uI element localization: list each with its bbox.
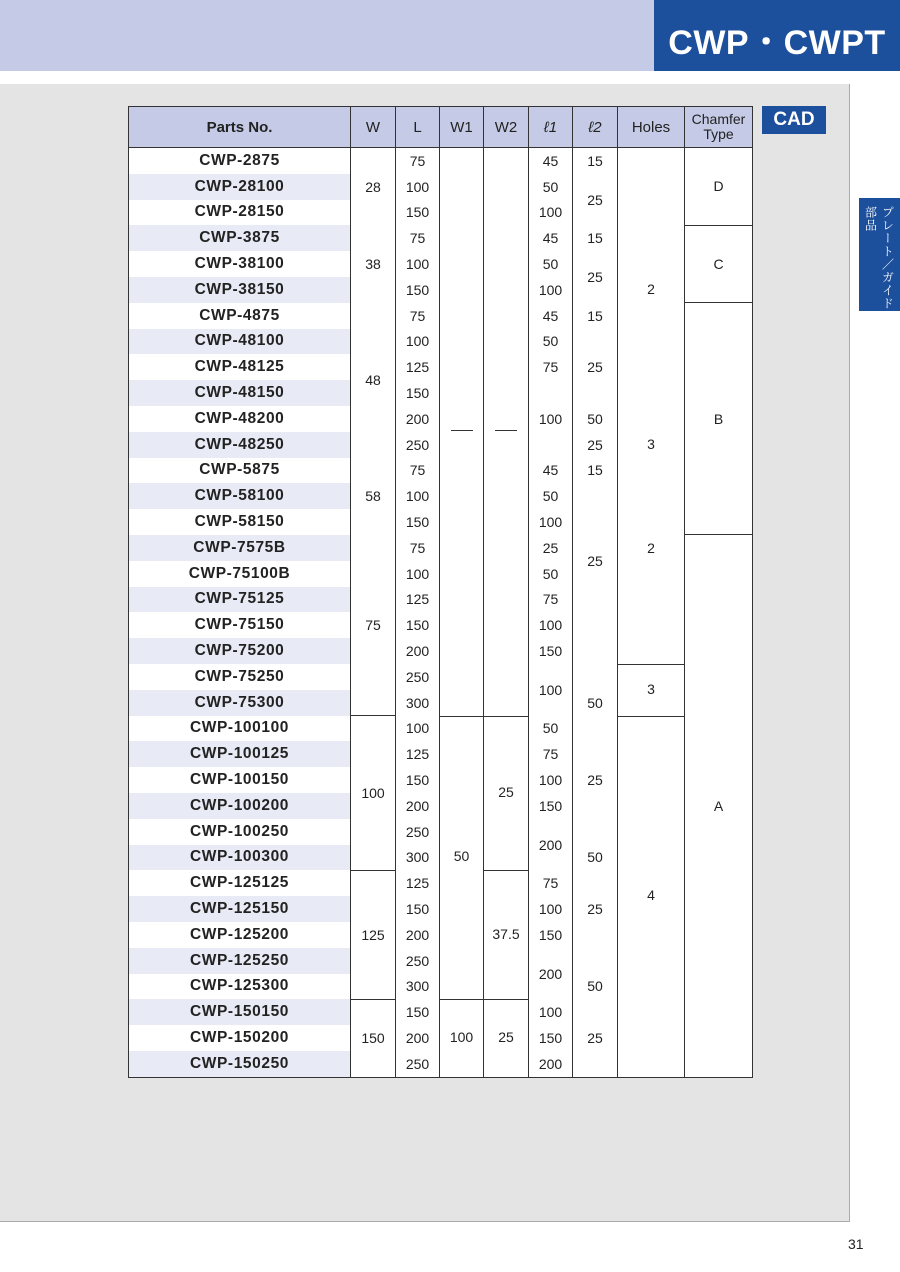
l-cell: 150 [396,612,440,638]
l-cell: 250 [396,432,440,458]
part-number: CWP-3875 [129,225,351,251]
part-number: CWP-100100 [129,716,351,742]
chamfer-cell: D [685,148,753,226]
l2-cell: 25 [573,354,618,380]
l-cell: 150 [396,896,440,922]
l1-cell: 100 [529,664,573,716]
part-number: CWP-125200 [129,922,351,948]
l1-cell: 50 [529,716,573,742]
l2-cell: 15 [573,225,618,251]
l1-cell: 45 [529,458,573,484]
part-number: CWP-48250 [129,432,351,458]
l-cell: 75 [396,303,440,329]
l1-cell [529,432,573,458]
l-cell: 200 [396,406,440,432]
w-cell: 38 [351,225,396,302]
l2-cell [573,587,618,613]
part-number: CWP-75200 [129,638,351,664]
l1-cell: 200 [529,1051,573,1077]
l-cell: 125 [396,587,440,613]
header-w1: W1 [440,107,484,148]
l1-cell: 50 [529,174,573,200]
w-cell: 48 [351,303,396,458]
part-number: CWP-38150 [129,277,351,303]
w2-divider [484,716,529,717]
l2-cell: 50 [573,690,618,716]
w1-cell: 100 [449,1028,474,1045]
part-number: CWP-58100 [129,483,351,509]
l-cell: 200 [396,922,440,948]
l1-cell: 100 [529,999,573,1025]
part-number: CWP-48100 [129,329,351,355]
cad-badge[interactable]: CAD [762,106,826,134]
w1-column [440,148,484,1078]
l-cell: 100 [396,251,440,277]
part-number: CWP-48125 [129,354,351,380]
l-cell: 150 [396,200,440,226]
l-cell: 150 [396,277,440,303]
l-cell: 75 [396,458,440,484]
w1-divider [440,999,484,1000]
l2-cell: 50 [573,974,618,1000]
l2-cell [573,948,618,974]
l2-cell [573,612,618,638]
l1-cell: 150 [529,638,573,664]
l1-cell: 75 [529,870,573,896]
chamfer-cell: C [685,225,753,302]
l1-cell: 25 [529,535,573,561]
l-cell: 250 [396,948,440,974]
part-number: CWP-125300 [129,974,351,1000]
l-cell: 100 [396,329,440,355]
part-number: CWP-100150 [129,767,351,793]
part-number: CWP-125250 [129,948,351,974]
part-number: CWP-75150 [129,612,351,638]
l1-cell: 100 [529,277,573,303]
w-cell: 75 [351,535,396,716]
part-number: CWP-28100 [129,174,351,200]
chamfer-cell: A [685,535,753,1077]
section-tab[interactable] [859,198,900,311]
l1-cell: 45 [529,303,573,329]
header-w: W [351,107,396,148]
holes-cell: 2 [647,539,655,556]
holes-cell: 3 [647,680,655,697]
w1-divider [440,716,484,717]
l2-cell [573,638,618,664]
table-header-row [129,107,753,148]
l-cell: 100 [396,561,440,587]
part-number: CWP-4875 [129,303,351,329]
w-cell: 100 [351,716,396,871]
l-cell: 100 [396,174,440,200]
part-number: CWP-100250 [129,819,351,845]
l-cell: 150 [396,999,440,1025]
table-row [129,148,753,174]
l2-cell [573,716,618,742]
part-number: CWP-48150 [129,380,351,406]
l1-cell: 50 [529,483,573,509]
l2-cell [573,999,618,1025]
l1-cell: 150 [529,1025,573,1051]
w-cell: 28 [351,148,396,226]
l1-cell: 150 [529,922,573,948]
l2-cell: 25 [573,432,618,458]
l-cell: 150 [396,767,440,793]
part-number: CWP-100200 [129,793,351,819]
l-cell: 75 [396,535,440,561]
l-cell: 250 [396,1051,440,1077]
l1-cell: 45 [529,148,573,174]
l1-cell: 50 [529,561,573,587]
header-band [0,0,654,71]
l1-cell: 100 [529,767,573,793]
l-cell: 250 [396,664,440,690]
l2-cell: 25 [573,251,618,303]
l2-cell: 25 [573,1025,618,1051]
l1-cell: 200 [529,819,573,871]
l-cell: 125 [396,870,440,896]
w2-divider [484,870,529,871]
l-cell: 125 [396,354,440,380]
l2-cell: 15 [573,148,618,174]
chamfer-cell: B [685,303,753,535]
l2-cell: 50 [573,406,618,432]
part-number: CWP-2875 [129,148,351,174]
l-cell: 100 [396,716,440,742]
w1-cell: 50 [453,848,470,865]
part-number: CWP-38100 [129,251,351,277]
part-number: CWP-150250 [129,1051,351,1077]
l2-cell [573,483,618,509]
part-number: CWP-75250 [129,664,351,690]
page-number: 31 [848,1236,864,1252]
l2-cell: 25 [573,535,618,587]
l2-cell: 25 [573,767,618,793]
part-number: CWP-28150 [129,200,351,226]
l-cell: 75 [396,225,440,251]
holes-divider [618,716,685,717]
l2-cell: 15 [573,303,618,329]
w2-cell: 37.5 [492,925,520,942]
part-number: CWP-150200 [129,1025,351,1051]
page-title: CWP・CWPT [668,24,886,62]
l1-cell: 75 [529,587,573,613]
holes-divider [618,664,685,665]
part-number: CWP-75125 [129,587,351,613]
l2-cell [573,1051,618,1077]
l2-cell: 25 [573,174,618,226]
part-number: CWP-75100B [129,561,351,587]
part-number: CWP-7575B [129,535,351,561]
l-cell: 150 [396,380,440,406]
w2-cell: 25 [498,1028,514,1045]
header-holes: Holes [618,107,685,148]
l1-cell: 200 [529,948,573,1000]
part-number: CWP-58150 [129,509,351,535]
l2-cell [573,819,618,845]
part-number: CWP-125125 [129,870,351,896]
l1-cell [529,380,573,406]
l2-cell: 50 [573,845,618,871]
header-l1: ℓ1 [529,107,573,148]
header-w2: W2 [484,107,529,148]
l2-cell: 25 [573,870,618,947]
l-cell: 125 [396,741,440,767]
header-l2: ℓ2 [573,107,618,148]
l1-cell: 45 [529,225,573,251]
w-cell: 125 [351,870,396,999]
l2-cell [573,329,618,355]
l1-cell: 50 [529,251,573,277]
l1-cell: 50 [529,329,573,355]
w-cell: 150 [351,999,396,1077]
l2-cell [573,741,618,767]
l2-cell [573,380,618,406]
section-tab-label: プレート／ガイド部品 [863,206,895,310]
header-parts-no: Parts No. [129,107,351,148]
w2-divider [484,999,529,1000]
w1-not-applicable-dash [451,430,473,431]
l2-cell [573,509,618,535]
parts-table [128,106,753,1078]
l-cell: 300 [396,974,440,1000]
l2-cell: 15 [573,458,618,484]
l2-cell [573,793,618,819]
header-chamfer-type: Chamfer Type [685,107,753,148]
l1-cell: 150 [529,793,573,819]
part-number: CWP-100300 [129,845,351,871]
l-cell: 300 [396,690,440,716]
l-cell: 250 [396,819,440,845]
l-cell: 300 [396,845,440,871]
w-cell: 58 [351,458,396,535]
l-cell: 150 [396,509,440,535]
title-box [654,0,900,71]
l1-cell: 100 [529,200,573,226]
part-number: CWP-100125 [129,741,351,767]
part-number: CWP-48200 [129,406,351,432]
l-cell: 75 [396,148,440,174]
l-cell: 200 [396,638,440,664]
l1-cell: 100 [529,896,573,922]
w2-not-applicable-dash [495,430,517,431]
holes-cell: 4 [647,887,655,904]
l1-cell: 100 [529,406,573,432]
l2-cell [573,664,618,690]
l1-cell: 100 [529,509,573,535]
header-l: L [396,107,440,148]
l-cell: 200 [396,1025,440,1051]
l1-cell: 75 [529,354,573,380]
l-cell: 100 [396,483,440,509]
part-number: CWP-5875 [129,458,351,484]
part-number: CWP-75300 [129,690,351,716]
holes-cell: 3 [647,435,655,452]
l1-cell: 100 [529,612,573,638]
part-number: CWP-150150 [129,999,351,1025]
part-number: CWP-125150 [129,896,351,922]
l-cell: 200 [396,793,440,819]
l1-cell: 75 [529,741,573,767]
holes-cell: 2 [647,280,655,297]
w2-cell: 25 [498,783,514,800]
